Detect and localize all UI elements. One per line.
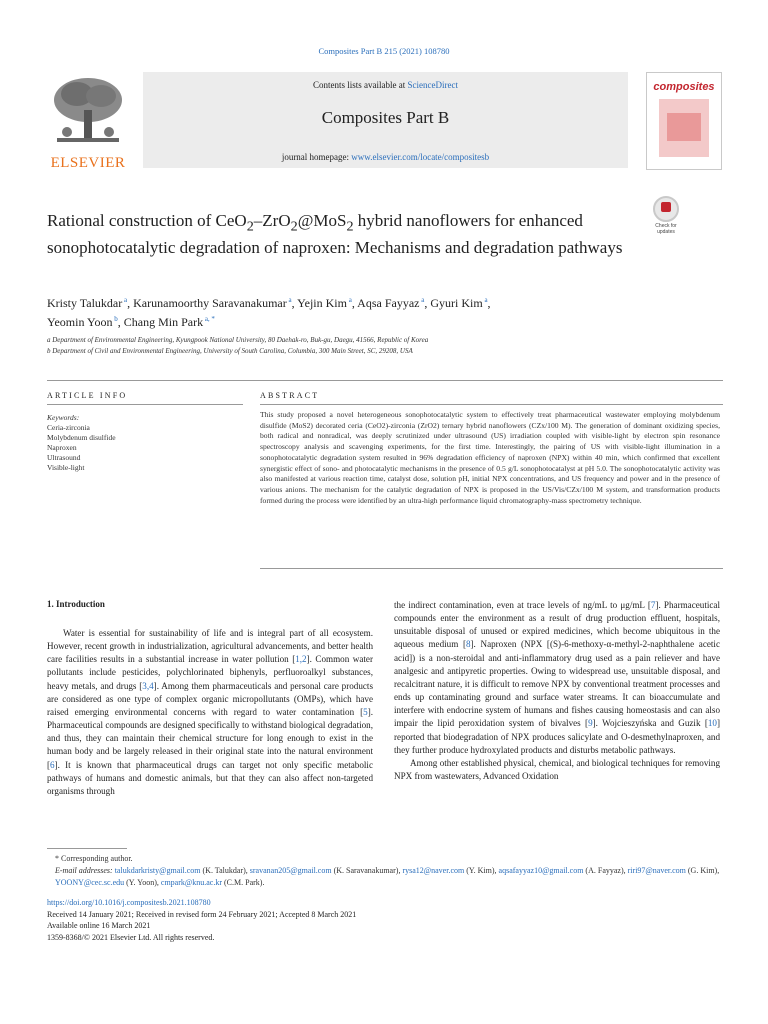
- author-name[interactable]: Chang Min Park: [123, 315, 204, 329]
- keyword: Visible-light: [47, 463, 85, 472]
- keywords-list: [47, 413, 237, 473]
- homepage-line: [143, 152, 628, 162]
- affiliations: [47, 335, 727, 357]
- keyword: Molybdenum disulfide: [47, 433, 116, 442]
- section-heading-introduction: 1. Introduction: [47, 599, 105, 609]
- contents-prefix: Contents lists available at: [313, 80, 408, 90]
- email-addresses: [47, 865, 723, 889]
- received-dates: Received 14 January 2021; Received in revised form 24 February 2021; Accepted 8 March 2021: [47, 909, 357, 919]
- article-title: Rational construction of CeO$_2$–ZrO$_2$@MoS$_2$ hybrid nanoflowers for enhanced sonophotocatalytic degradation of naproxen: Mechanisms and degradation pathways: [47, 211, 623, 258]
- contents-line: [143, 80, 628, 90]
- check-for-updates-button[interactable]: [646, 196, 686, 234]
- journal-name: Composites Part B: [321, 108, 450, 127]
- footnote-divider: [47, 848, 127, 849]
- copyright: 1359-8368/© 2021 Elsevier Ltd. All rights reserved.: [47, 932, 215, 942]
- journal-masthead: [143, 72, 628, 168]
- footnotes: [47, 853, 723, 889]
- elsevier-logo: [47, 74, 129, 171]
- article-info-heading: ARTICLE INFO: [47, 391, 128, 400]
- keyword: Ultrasound: [47, 453, 81, 462]
- affiliation-marker[interactable]: a: [482, 296, 488, 304]
- affiliation-marker[interactable]: a: [122, 296, 128, 304]
- author-name[interactable]: Karunamoorthy Saravanakumar: [133, 296, 287, 310]
- body-paragraph: the indirect contamination, even at trace levels of ng/mL to μg/mL [7]. Pharmaceutical compounds enter the environment as a result of drug production effluent, hospitals, unsuitable disposal of unused or expired medicines, which become ubiquitous in the aqueous medium [8]. Naproxen (NPX [(S)-6-methoxy-α-methyl-2-naphthalene acetic acid]) is a non-steroidal and anti-inflammatory drug used as a pain reliever and have analgesic and antipyretic properties. Owing to widespread use, unsuitable disposal, and recalcitrant nature, it is difficult to remove NPX by conventional treatment processes and ends up contaminating ground and surface water streams. It can bioaccumulate and interfere with endocrine system of humans and fishes causing homeostasis and can also impair the lipid peroxidation system of bivalves [9]. Wojcieszyńska and Guzik [10] reported that biodegradation of NPX produces salicylate and O-desmethylnaproxen, and they further produce hydroxylated products and disturbs metabolic pathways.: [394, 600, 720, 755]
- affiliation-marker[interactable]: a, *: [203, 315, 215, 323]
- author-name[interactable]: Gyuri Kim: [430, 296, 483, 310]
- elsevier-tree-icon: [47, 74, 129, 148]
- divider: [47, 380, 723, 381]
- affiliation-marker[interactable]: a: [286, 296, 292, 304]
- affiliation-b: b Department of Civil and Environmental Engineering, University of South Carolina, Columbia, 300 Main Street, SC, 29208, USA: [47, 347, 413, 355]
- keyword: Ceria-zirconia: [47, 423, 90, 432]
- body-paragraph: Among other established physical, chemical, and biological techniques for removing NPX from wastewaters, Advanced Oxidation: [394, 757, 720, 782]
- divider: [260, 404, 723, 405]
- author-name[interactable]: Aqsa Fayyaz: [357, 296, 420, 310]
- affiliation-marker[interactable]: b: [112, 315, 118, 323]
- homepage-prefix: journal homepage:: [281, 152, 352, 162]
- body-column-right: [394, 599, 720, 783]
- affiliation-marker[interactable]: a: [346, 296, 352, 304]
- abstract-heading: ABSTRACT: [260, 391, 320, 400]
- homepage-link[interactable]: www.elsevier.com/locate/compositesb: [351, 152, 490, 162]
- cover-title: composites: [653, 81, 715, 93]
- available-online: Available online 16 March 2021: [47, 921, 151, 931]
- journal-cover[interactable]: [646, 72, 722, 170]
- doi-link[interactable]: https://doi.org/10.1016/j.compositesb.2021.108780: [47, 898, 211, 907]
- email-list[interactable]: talukdarkristy@gmail.com (K. Talukdar), sravanan205@gmail.com (K. Saravanakumar), rysa12@naver.com (Y. Kim), aqsafayyaz10@gmail.com (A. Fayyaz), riri97@naver.com (G. Kim), YOONY@cec.sc.edu (Y. Yoon), cmpark@knu.ac.kr (C.M. Park).: [55, 866, 720, 887]
- divider: [260, 568, 723, 569]
- author-name[interactable]: Yejin Kim: [297, 296, 347, 310]
- author-name[interactable]: Yeomin Yoon: [47, 315, 113, 329]
- body-column-left: Water is essential for sustainability of life and is integral part of all ecosystem. However, recent growth in industrialization, agricultural advancements, and better health care facilities results in a substantial increase in water pollution [1,2]. Common water pollutants include pesticides, polychlorinated biphenyls, perfluoroalkyl substances, heavy metals, and drugs [3,4]. Among them pharmaceuticals and personal care products are considered as one type of complex organic micropollutants (OMPs), which have raised emerging environmental concerns with regard to water contamination [5]. Pharmaceutical compounds are designed specifically to withstand biological degradation, and thus, they can maintain their chemical structure for long enough to exist in the human body and be largely released in their original state into the natural environment [6]. It is known that pharmaceutical drugs can target not only specific metabolic pathways of humans and domestic animals, but that they can also affect non-targeted organisms through: [47, 628, 373, 796]
- check-updates-label: Check for updates: [655, 223, 677, 235]
- affiliation-marker[interactable]: a: [419, 296, 425, 304]
- divider: [47, 404, 243, 405]
- author-list: Kristy Talukdar $^a$, Karunamoorthy Saravanakumar $^a$, Yejin Kim $^a$, Aqsa Fayyaz $^a$, Gyuri Kim $^a$, Yeomin Yoon $^b$, Chang Min Park $^{a, *}$: [47, 296, 491, 329]
- email-label: E-mail addresses:: [55, 866, 113, 875]
- sciencedirect-link[interactable]: ScienceDirect: [407, 80, 458, 90]
- corresponding-author-note: * Corresponding author.: [55, 854, 133, 863]
- publication-info: [47, 897, 723, 943]
- keyword: Naproxen: [47, 443, 77, 452]
- affiliation-a: a Department of Environmental Engineering, Kyungpook National University, 80 Daehak-ro, Buk-gu, Daegu, 41566, Republic of Korea: [47, 336, 429, 344]
- publisher-wordmark: ELSEVIER: [50, 155, 126, 171]
- keywords-label: Keywords:: [47, 413, 80, 422]
- journal-reference[interactable]: Composites Part B 215 (2021) 108780: [318, 46, 450, 56]
- author-name[interactable]: Kristy Talukdar: [47, 296, 123, 310]
- cover-artwork: [659, 99, 709, 157]
- abstract-text: This study proposed a novel heterogeneous sonophotocatalytic system to effectively treat pharmaceutical wastewater employing molybdenum disulfide (MoS2) decorated ceria (CeO2)-zirconia (ZrO2) ternary hybrid nanoflowers (CZx/100 M). The generation of dominant oxidizing species, both radical and nonradical, was deeply scrutinized under ultrasound (US) irradiation coupled with visible-light by electron spin resonance spectroscopy analysis and scavenging experiments, for the first time. Interestingly, the pairing of US with visible-light illumination in a sonophotocatalytic degradation system resulted in 96% degradation efficiency of naproxen (NPX) within 40 min, which confirmed that excellent synergistic effect of sono- and photocatalytic mechanisms in the presence of 0.5 g/L sonophotocatalyst at pH 5.0. The sonophotocatalytic activity was also manifested at various reaction time, catalyst dose, solution pH, initial NPX concentrations, and US frequency and power and in the presence of various anions. The mechanism for the catalytic degradation of NPX is proposed in the US/Vis/CZx/100 M system, and transformation products formed during the process were identified by an ultra-high performance liquid chromatography-mass spectrometry technique.: [260, 410, 720, 505]
- check-updates-icon: [653, 196, 679, 222]
